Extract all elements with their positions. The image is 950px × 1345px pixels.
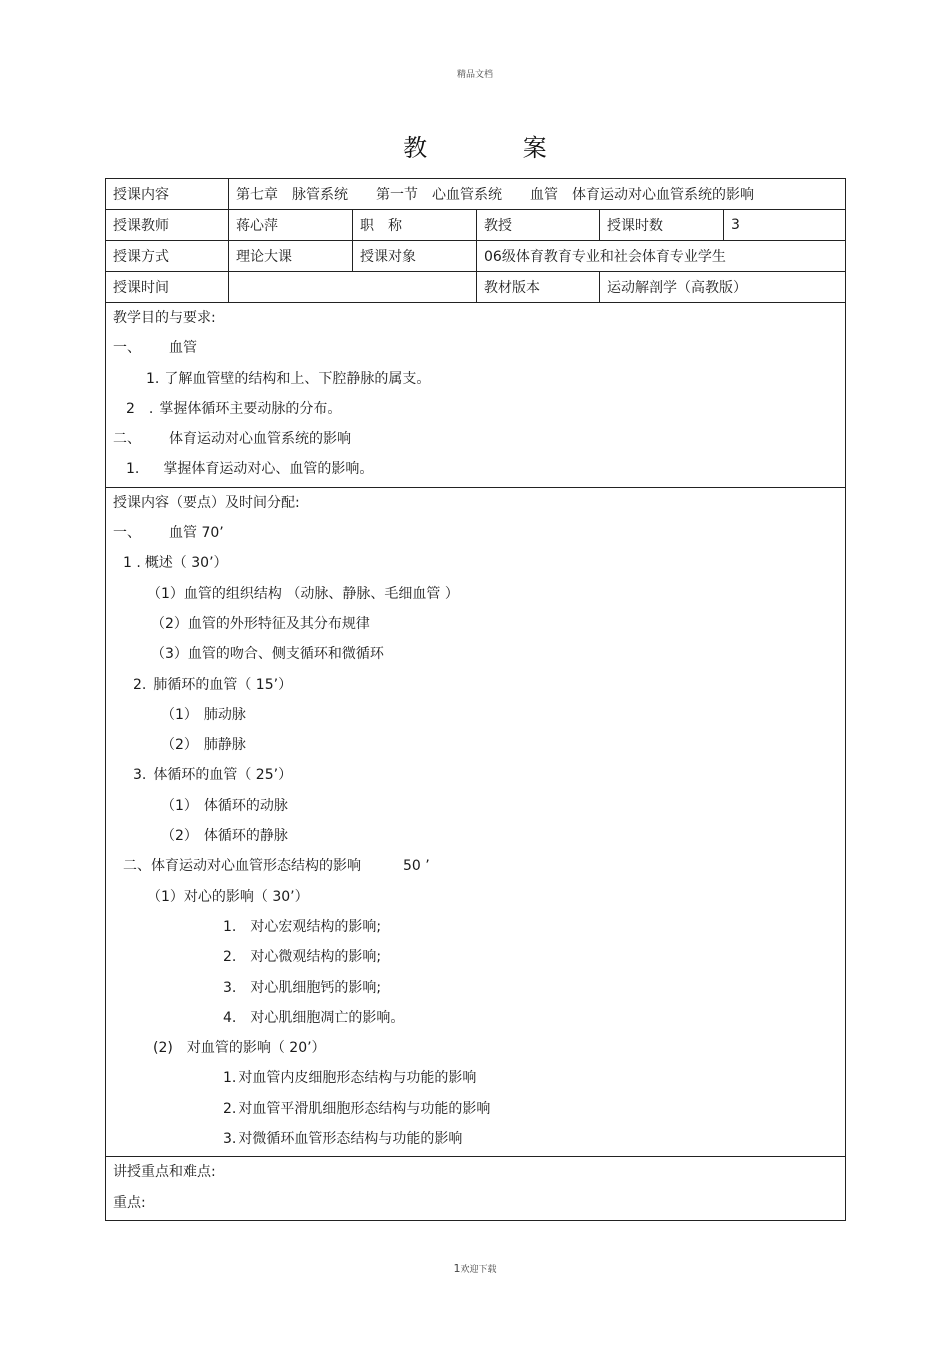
- objective-line: [113, 454, 838, 484]
- objective-line: [113, 364, 838, 394]
- target-label: 授课对象: [353, 241, 477, 272]
- schedule-line: [113, 1063, 838, 1093]
- schedule-cell: [106, 487, 846, 1157]
- objectives-cell: [106, 303, 846, 488]
- schedule-line: [113, 760, 838, 790]
- hours-label: 授课时数: [600, 210, 724, 241]
- schedule-line: [113, 973, 838, 1003]
- row-objectives: [106, 303, 846, 488]
- schedule-text: 肺静脉: [203, 737, 246, 754]
- hours-value: 3: [724, 210, 846, 241]
- schedule-text: 概述（ 30’）: [144, 555, 228, 572]
- schedule-line: [113, 670, 838, 700]
- schedule-number: （1）: [161, 797, 198, 814]
- schedule-line: [113, 579, 838, 609]
- schedule-text: 体育运动对心血管形态结构的影响 50 ’: [151, 858, 430, 875]
- schedule-number: （1）: [161, 706, 198, 723]
- lesson-plan-table: [105, 178, 846, 1221]
- footer-note: 欢迎下载: [460, 1265, 497, 1275]
- edition-value: 运动解剖学（高教版）: [600, 272, 846, 303]
- schedule-line: [113, 1003, 838, 1033]
- schedule-line: [113, 791, 838, 821]
- schedule-number: 2.: [223, 949, 237, 966]
- schedule-number: 2.: [223, 1100, 237, 1117]
- content-value: 第七章 脉管系统 第一节 心血管系统 血管 体育运动对心血管系统的影响: [229, 179, 846, 210]
- schedule-number: (2): [153, 1040, 173, 1057]
- header-note: 精品文档: [456, 70, 493, 80]
- schedule-text: 体循环的静脉: [203, 828, 288, 845]
- page-number: 1: [453, 1262, 461, 1275]
- schedule-number: 1 .: [123, 555, 141, 572]
- schedule-text: 对心微观结构的影响;: [250, 949, 382, 966]
- schedule-number: （2）: [161, 828, 198, 845]
- schedule-number: 3.: [223, 979, 237, 996]
- schedule-line: [113, 548, 838, 578]
- objective-text: 掌握体循环主要动脉的分布。: [159, 400, 342, 417]
- schedule-text: 对血管平滑肌细胞形态结构与功能的影响: [238, 1100, 491, 1117]
- schedule-text: 体循环的动脉: [203, 797, 288, 814]
- schedule-number: 3.: [223, 1131, 237, 1148]
- position-value: 教授: [477, 210, 600, 241]
- objective-text: 血管: [169, 340, 197, 357]
- schedule-number: （1）: [147, 888, 184, 905]
- objective-text: 掌握体育运动对心、血管的影响。: [163, 461, 374, 478]
- document-title: 教 案: [403, 134, 591, 162]
- objective-number: 二、: [113, 431, 141, 448]
- row-course-content: [106, 179, 846, 210]
- schedule-line: [113, 882, 838, 912]
- time-label: 授课时间: [106, 272, 229, 303]
- schedule-text: 对心肌细胞凋亡的影响。: [250, 1009, 405, 1026]
- row-method: [106, 241, 846, 272]
- objectives-heading: 教学目的与要求:: [113, 310, 216, 326]
- key-points-cell: [106, 1157, 846, 1221]
- objective-text: 体育运动对心血管系统的影响: [169, 431, 351, 448]
- schedule-text: 对微循环血管形态结构与功能的影响: [238, 1131, 463, 1148]
- schedule-text: 对心的影响（ 30’）: [183, 888, 309, 905]
- method-value: 理论大课: [229, 241, 353, 272]
- key-points-heading: 讲授重点和难点:: [113, 1164, 216, 1181]
- schedule-number: 4.: [223, 1009, 237, 1026]
- content-label: 授课内容: [106, 179, 229, 210]
- objective-number: 1.: [126, 461, 140, 478]
- objective-line: [113, 394, 838, 424]
- schedule-line: [113, 639, 838, 669]
- schedule-number: 一、: [113, 525, 141, 542]
- objective-text: 了解血管壁的结构和上、下腔静脉的属支。: [164, 370, 431, 387]
- target-value: 06级体育教育专业和社会体育专业学生: [477, 241, 846, 272]
- page-footer: [0, 1262, 950, 1275]
- time-value: [229, 272, 477, 303]
- schedule-heading: 授课内容（要点）及时间分配:: [113, 494, 300, 511]
- method-label: 授课方式: [106, 241, 229, 272]
- schedule-line: [113, 1094, 838, 1124]
- schedule-text: 血管的吻合、侧支循环和微循环: [187, 646, 384, 663]
- schedule-line: [113, 942, 838, 972]
- teacher-label: 授课教师: [106, 210, 229, 241]
- objective-number: 一、: [113, 340, 141, 357]
- row-time: [106, 272, 846, 303]
- schedule-text: 血管的外形特征及其分布规律: [187, 615, 370, 632]
- schedule-text: 体循环的血管（ 25’）: [153, 767, 293, 784]
- schedule-line: [113, 851, 838, 881]
- objective-line: [113, 424, 838, 454]
- schedule-number: 1.: [223, 1070, 237, 1087]
- schedule-line: [113, 730, 838, 760]
- schedule-line: [113, 518, 838, 548]
- schedule-number: （2）: [151, 615, 188, 632]
- edition-label: 教材版本: [477, 272, 600, 303]
- schedule-line: [113, 1124, 838, 1154]
- schedule-number: （3）: [151, 646, 188, 663]
- schedule-line: [113, 912, 838, 942]
- row-key-points: [106, 1157, 846, 1221]
- objective-number: 1.: [146, 370, 160, 387]
- schedule-text: 对心宏观结构的影响;: [250, 918, 382, 935]
- schedule-text: 血管 70’: [169, 525, 224, 542]
- schedule-line: [113, 700, 838, 730]
- objective-number: 2 .: [126, 400, 154, 417]
- row-schedule: [106, 487, 846, 1157]
- schedule-text: 肺动脉: [203, 706, 246, 723]
- schedule-number: 3.: [133, 767, 147, 784]
- teacher-value: 蒋心萍: [229, 210, 353, 241]
- schedule-line: [113, 609, 838, 639]
- schedule-text: 对心肌细胞钙的影响;: [250, 979, 382, 996]
- schedule-line: [113, 1033, 838, 1063]
- schedule-number: 二、: [123, 858, 151, 875]
- schedule-text: 血管的组织结构 （动脉、静脉、毛细血管 ）: [183, 585, 459, 602]
- schedule-number: 1.: [223, 918, 237, 935]
- position-label: 职 称: [353, 210, 477, 241]
- schedule-number: 2.: [133, 676, 147, 693]
- schedule-text: 对血管内皮细胞形态结构与功能的影响: [238, 1070, 477, 1087]
- schedule-line: [113, 821, 838, 851]
- schedule-number: （1）: [147, 585, 184, 602]
- schedule-text: 肺循环的血管（ 15’）: [153, 676, 293, 693]
- schedule-text: 对血管的影响（ 20’）: [186, 1040, 326, 1057]
- objective-line: [113, 333, 838, 363]
- schedule-number: （2）: [161, 737, 198, 754]
- row-teacher: [106, 210, 846, 241]
- focus-label: 重点:: [113, 1194, 146, 1211]
